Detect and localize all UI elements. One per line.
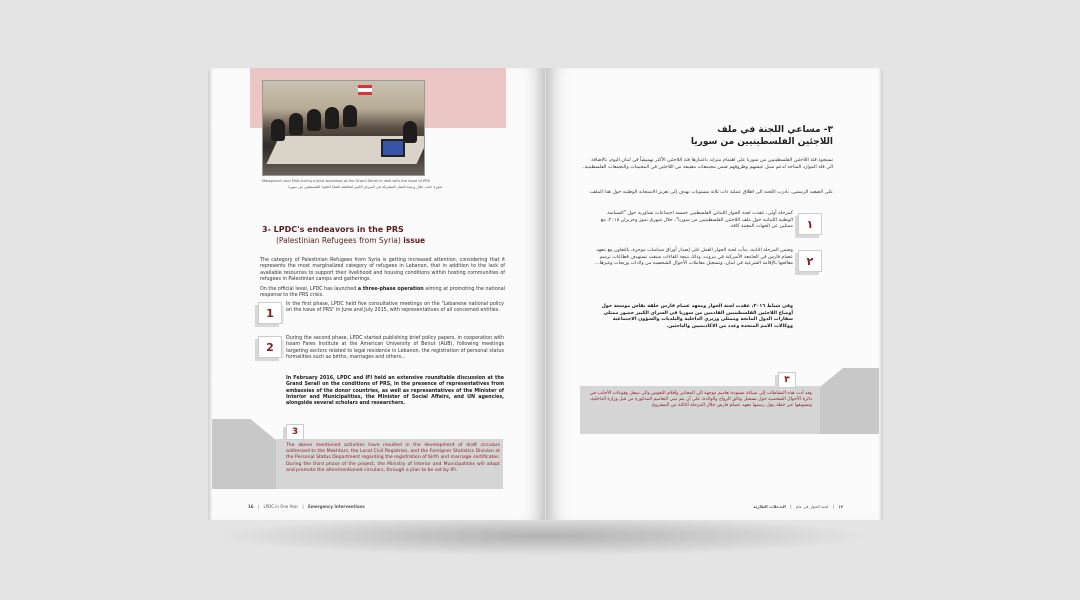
section-title [262,225,502,245]
arabic-footer-book-title: لجنة الحوار في عام [795,504,829,509]
step2-text: During the second phase, LPDC started publishing brief policy papers, in cooperation with Issam Fares Institute at the American University of Beirut (AUB), following meetings targeting sectors related to legal residence in Lebanon, the registration of personal status formalities such as births, marriages and others... [286,336,504,360]
roundtable-text: In February 2016, LPDC and IFI held an extensive roundtable discussion at the Grand Serail on the conditions of PRS, in the presence of representatives from embassies of the donor countries, as well as representatives of the Minister of Interior and Municipalities, the Minister of Social Affairs, and UN agencies, alongside several scholars and researchers. [286,376,504,407]
section-title-suffix: issue [403,236,426,245]
photo-person [325,107,339,129]
page-edge-right [879,70,883,520]
section-title-prefix: (Palestinian Refugees from Syria) [276,236,401,245]
arabic-official-paragraph: على الصعيد الرسمي، بادرت اللجنة الى اطلاق عملية ذات ثلاثة مستويات تهدف إلى تعزيز الاستجابة الوطنية حول هذا الملف. [589,190,833,195]
arabic-step3-number-box: ٣ [778,372,796,388]
photo-caption-ar: صورة جانب خلال ورشة العمل المشتركة في السراي الكبير لمناقشة قضايا اللجوء الفلسطيني من سوريا [288,185,442,189]
official-prefix: On the official level, LPDC has launched [260,287,357,292]
arabic-roundtable-text: وفي شباط ٢٠١٦، عقدت لجنة الحوار ومعهد عصام فارس حلقة نقاش موسعة حول أوضاع اللاجئين الفلسطينيين القادمين من سوريا في السراي الكبير حضور ممثلي سفارات الدول المانحة وممثلي وزيري الداخلية والبلديات والشؤون الاجتماعية ووكالات الامم المتحدة وعدد من الاكاديميين والباحثين. [601,304,793,329]
official-paragraph [260,287,505,300]
step2-number-box: 2 [258,336,282,358]
official-bold: a three-phase operation [357,287,424,292]
footer-section-title: Emergency Interventions [308,504,365,509]
footer-book-title: LPDC in One Year [263,504,299,509]
lebanese-flag-icon [358,85,372,95]
arabic-step1-text: كمرحلة أولى، عقدت لجنة الحوار اللبناني الفلسطيني خمسة اجتماعات تشاورية حول "السياسة الوطنية اللبنانية حول ملف اللاجئين الفلسطينيين من سوريا"، خلال شهري تموز وحزيران ٢٠١٥، مع ممثلين عن الجهات المعنية كافة. [600,211,793,230]
photo-person [403,121,417,143]
arabic-title-line2: اللاجئين الفلسطينيين من سوريا [690,137,833,147]
arabic-step2-number-box: ٢ [798,250,822,272]
right-footer: ١٧ | لجنة الحوار في عام | التدخلات الطارئة [753,504,843,509]
meeting-photo [262,80,425,176]
official-suffix: aiming at promoting the national response to the PRS crisis. [260,287,505,299]
book-shadow [212,516,872,556]
left-footer: 16 | LPDC in One Year | Emergency Interventions [248,504,365,509]
arabic-footer-section-title: التدخلات الطارئة [753,504,786,509]
arabic-step1-number-box: ١ [798,213,822,235]
arabic-intro-paragraph: تستحوذ فئة اللاجئين الفلسطينيين من سوريا على اهتمام متزايد باعتبارها فئة اللاجئين الأكثر تهميشاً في لبنان اليوم، بالاضافة الى قلة الموارد المتاحة لدعم سبل عيشهم وظروفهم ضمن مجتمعات مضيفة من اللاجئين في المخيمات والتجمعات الفلسطينية. [583,158,833,170]
laptop-screen [381,139,405,157]
right-page [546,68,879,520]
arabic-title-line1: ٣- مساعي اللجنة في ملف [717,125,833,135]
intro-paragraph: The category of Palestinian Refugees from Syria is getting increased attention, considering that it represents the most marginalized category of refugees in Lebanon, that in addition to the lack of available resources to support their livelihood and housing conditions within hosting communities of refugees in Palestinian camps and gatherings. [260,258,505,282]
step1-text: In the first phase, LPDC held five consultative meetings on the "Lebanese national policy on the issue of PRS" in June and July 2015, with representatives of all concerned entities. [286,302,504,314]
arabic-step3-chevron [819,368,879,434]
step1-number-box: 1 [258,302,282,324]
step3-number-box: 3 [286,424,304,440]
step3-text: The above mentioned activities have resulted in the development of draft circulars addressed to the Mokhtars, the Local Civil Registries, and the Foreigner Statistics Division at the Personal Status Department regarding the registration of birth and marriage certificates. During the third phase of the project, the Ministry of Interior and Municipalities will adopt and promote the aforementioned circulars, through a plan to be set by IFI. [286,443,500,473]
photo-person [343,105,357,127]
photo-person [307,109,321,131]
arabic-footer-page-number: ١٧ [838,504,843,509]
step3-chevron [212,419,276,489]
arabic-step3-text: وقد أدت هذه النشاطات إلى صياغة مسودة تعاميم موجهة الى المخاتير وأقلام النفوس والى سجل وقوعات الأجانب في دائرة الأحوال الشخصية حول تسجيل وثائق الزواج والولادة، على أن يتم تبني التعاميم المذكورة من قبل وزارة الداخلية، وتسويقها عبر خطة يتول رسمها معهد عصام فارس خلال المرحلة الثالثة من المشروع. [589,391,812,409]
photo-person [289,113,303,135]
section-title-line1: 3- LPDC's endeavors in the PRS [262,225,404,234]
left-page [212,68,545,520]
footer-page-number: 16 [248,504,254,509]
section-title-line2 [262,236,502,245]
arabic-step2-text: وضمن المرحلة الثانية، بدأت لجنة الحوار العمل على إصدار أوراق سياسات موجزة، بالتعاون مع معهد عصام فارس في الجامعة الأميركية في بيروت، وذلك نتيجة للقاءات سبقت تستهدف قطاعات ترسم معالجها بالإقامة الشرعية في لبنان، وتسجيل معاملات الأحوال الشخصية من ولادات وزيجات وغيرها... [595,248,793,267]
arabic-section-title [691,125,833,147]
photo-person [271,119,285,141]
photo-caption-en: Mawgrouch and Mild during a joint workshop at the Grand Serail in deal with the issue of PRS [262,179,431,183]
